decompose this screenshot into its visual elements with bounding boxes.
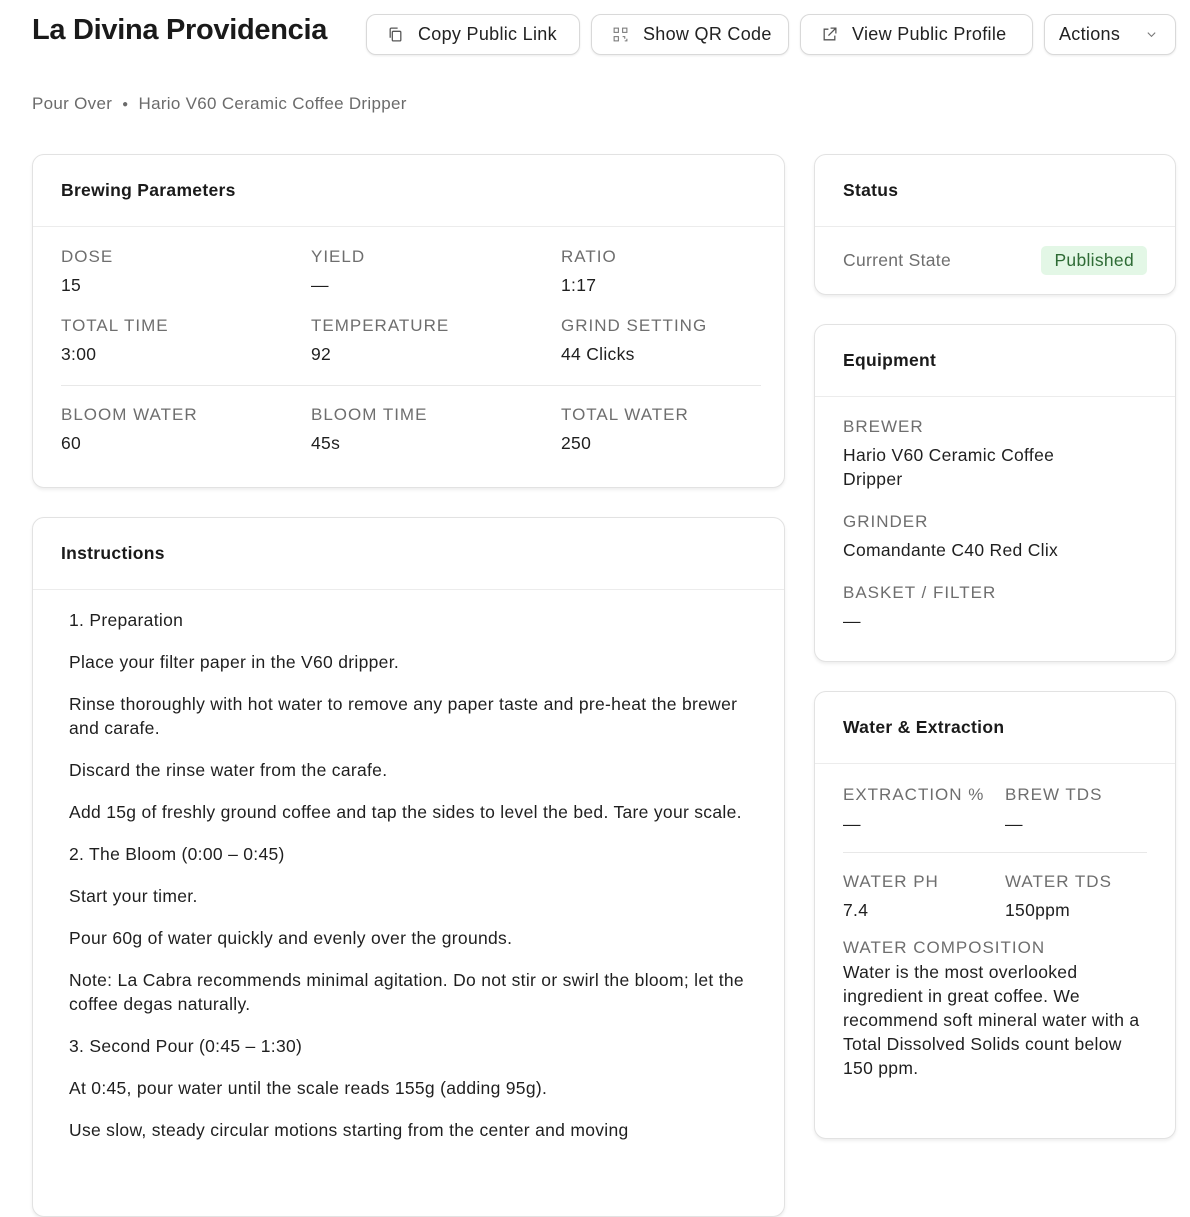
equipment-brewer <box>843 417 1147 491</box>
param-value: 1:17 <box>561 275 597 295</box>
param-bloom-time <box>311 386 561 455</box>
show-qr-code-button[interactable] <box>591 14 789 55</box>
card-title: Equipment <box>815 325 1175 397</box>
param-total-water <box>561 386 761 455</box>
view-public-profile-label: View Public Profile <box>852 24 1007 44</box>
instruction-line: Rinse thoroughly with hot water to remove any paper taste and pre-heat the brewer and carafe. <box>69 694 738 738</box>
status-row <box>815 227 1175 275</box>
param-label: GRIND SETTING <box>561 316 708 335</box>
param-value: 15 <box>61 275 82 295</box>
status-badge: Published <box>1041 246 1147 275</box>
param-ratio <box>561 227 761 297</box>
param-value: 45s <box>311 433 341 453</box>
instruction-line: Note: La Cabra recommends minimal agitation. Do not stir or swirl the bloom; let the coffee degas naturally. <box>69 970 744 1014</box>
card-title: Brewing Parameters <box>33 155 784 227</box>
card-title: Water & Extraction <box>815 692 1175 764</box>
water-composition-field <box>843 938 1147 1080</box>
param-value: 92 <box>311 344 332 364</box>
equipment-value: — <box>843 611 861 631</box>
instruction-line: Use slow, steady circular motions starting from the center and moving <box>69 1120 629 1140</box>
instruction-line: At 0:45, pour water until the scale reads 155g (adding 95g). <box>69 1078 548 1098</box>
param-label: TEMPERATURE <box>311 316 450 335</box>
instructions-card <box>32 517 785 1217</box>
qr-code-icon <box>612 26 629 43</box>
equipment-list <box>815 397 1175 633</box>
breadcrumb-brewer[interactable]: Hario V60 Ceramic Coffee Dripper <box>138 94 407 113</box>
extraction-field <box>843 784 1005 836</box>
instruction-line: Add 15g of freshly ground coffee and tap the sides to level the bed. Tare your scale. <box>69 802 742 822</box>
instruction-line: Start your timer. <box>69 886 198 906</box>
instruction-line: 2. The Bloom (0:00 – 0:45) <box>69 844 285 864</box>
show-qr-code-label: Show QR Code <box>643 24 772 44</box>
external-link-icon <box>821 26 838 43</box>
field-label: WATER TDS <box>1005 872 1112 891</box>
water-ph-field <box>843 872 1005 922</box>
equipment-card <box>814 324 1176 662</box>
param-label: TOTAL WATER <box>561 405 689 424</box>
field-label: WATER PH <box>843 872 939 891</box>
copy-icon <box>387 26 404 43</box>
param-label: BLOOM WATER <box>61 405 198 424</box>
water-grid <box>843 872 1147 922</box>
param-dose <box>61 227 311 297</box>
instruction-line: Discard the rinse water from the carafe. <box>69 760 388 780</box>
status-card <box>814 154 1176 295</box>
actions-dropdown[interactable] <box>1044 14 1176 55</box>
param-label: RATIO <box>561 247 617 266</box>
page-title: La Divina Providencia <box>32 14 328 46</box>
divider <box>61 366 761 386</box>
instruction-line: 3. Second Pour (0:45 – 1:30) <box>69 1036 303 1056</box>
brewing-parameters-card <box>32 154 785 488</box>
instruction-line: 1. Preparation <box>69 610 184 630</box>
instruction-line: Pour 60g of water quickly and evenly over the grounds. <box>69 928 513 948</box>
breadcrumb-category[interactable]: Pour Over <box>32 94 113 113</box>
status-label: Current State <box>843 250 951 270</box>
card-title: Status <box>815 155 1175 227</box>
param-label: BLOOM TIME <box>311 405 428 424</box>
instructions-body <box>33 590 784 1178</box>
field-label: EXTRACTION % <box>843 785 985 804</box>
param-value: — <box>311 275 329 295</box>
equipment-value: Comandante C40 Red Clix <box>843 540 1059 560</box>
equipment-label: GRINDER <box>843 512 929 531</box>
param-bloom-water <box>61 386 311 455</box>
field-label: BREW TDS <box>1005 785 1103 804</box>
param-value: 60 <box>61 433 82 453</box>
param-label: DOSE <box>61 247 114 266</box>
field-value: 150ppm <box>1005 900 1071 920</box>
card-title: Instructions <box>33 518 784 590</box>
chevron-down-icon <box>1146 29 1157 40</box>
params-grid <box>33 227 784 455</box>
copy-public-link-label: Copy Public Link <box>418 24 557 44</box>
equipment-label: BREWER <box>843 417 924 436</box>
extraction-grid <box>843 784 1147 836</box>
field-value: — <box>1005 814 1023 834</box>
view-public-profile-button[interactable] <box>800 14 1033 55</box>
divider <box>843 852 1147 853</box>
equipment-grinder <box>843 512 1147 562</box>
param-label: YIELD <box>311 247 366 266</box>
param-label: TOTAL TIME <box>61 316 169 335</box>
equipment-value: Hario V60 Ceramic Coffee Dripper <box>843 445 1055 489</box>
equipment-basket <box>843 583 1147 633</box>
field-value: — <box>843 814 861 834</box>
water-tds-field <box>1005 872 1145 922</box>
param-value: 250 <box>561 433 592 453</box>
param-temperature <box>311 297 561 366</box>
actions-label: Actions <box>1059 24 1121 44</box>
field-label: WATER COMPOSITION <box>843 938 1046 957</box>
breadcrumb-separator: ● <box>122 98 129 110</box>
water-extraction-card <box>814 691 1176 1139</box>
breadcrumb <box>32 94 407 114</box>
param-grind-setting <box>561 297 761 366</box>
field-value: Water is the most overlooked ingredient in great coffee. We recommend soft mineral water with a Total Dissolved Solids count below 150 ppm. <box>843 962 1140 1078</box>
param-total-time <box>61 297 311 366</box>
brew-tds-field <box>1005 784 1145 836</box>
param-value: 3:00 <box>61 344 97 364</box>
param-yield <box>311 227 561 297</box>
copy-public-link-button[interactable] <box>366 14 580 55</box>
instruction-line: Place your filter paper in the V60 dripper. <box>69 652 400 672</box>
param-value: 44 Clicks <box>561 344 635 364</box>
equipment-label: BASKET / FILTER <box>843 583 997 602</box>
field-value: 7.4 <box>843 900 869 920</box>
water-body <box>815 764 1175 1080</box>
